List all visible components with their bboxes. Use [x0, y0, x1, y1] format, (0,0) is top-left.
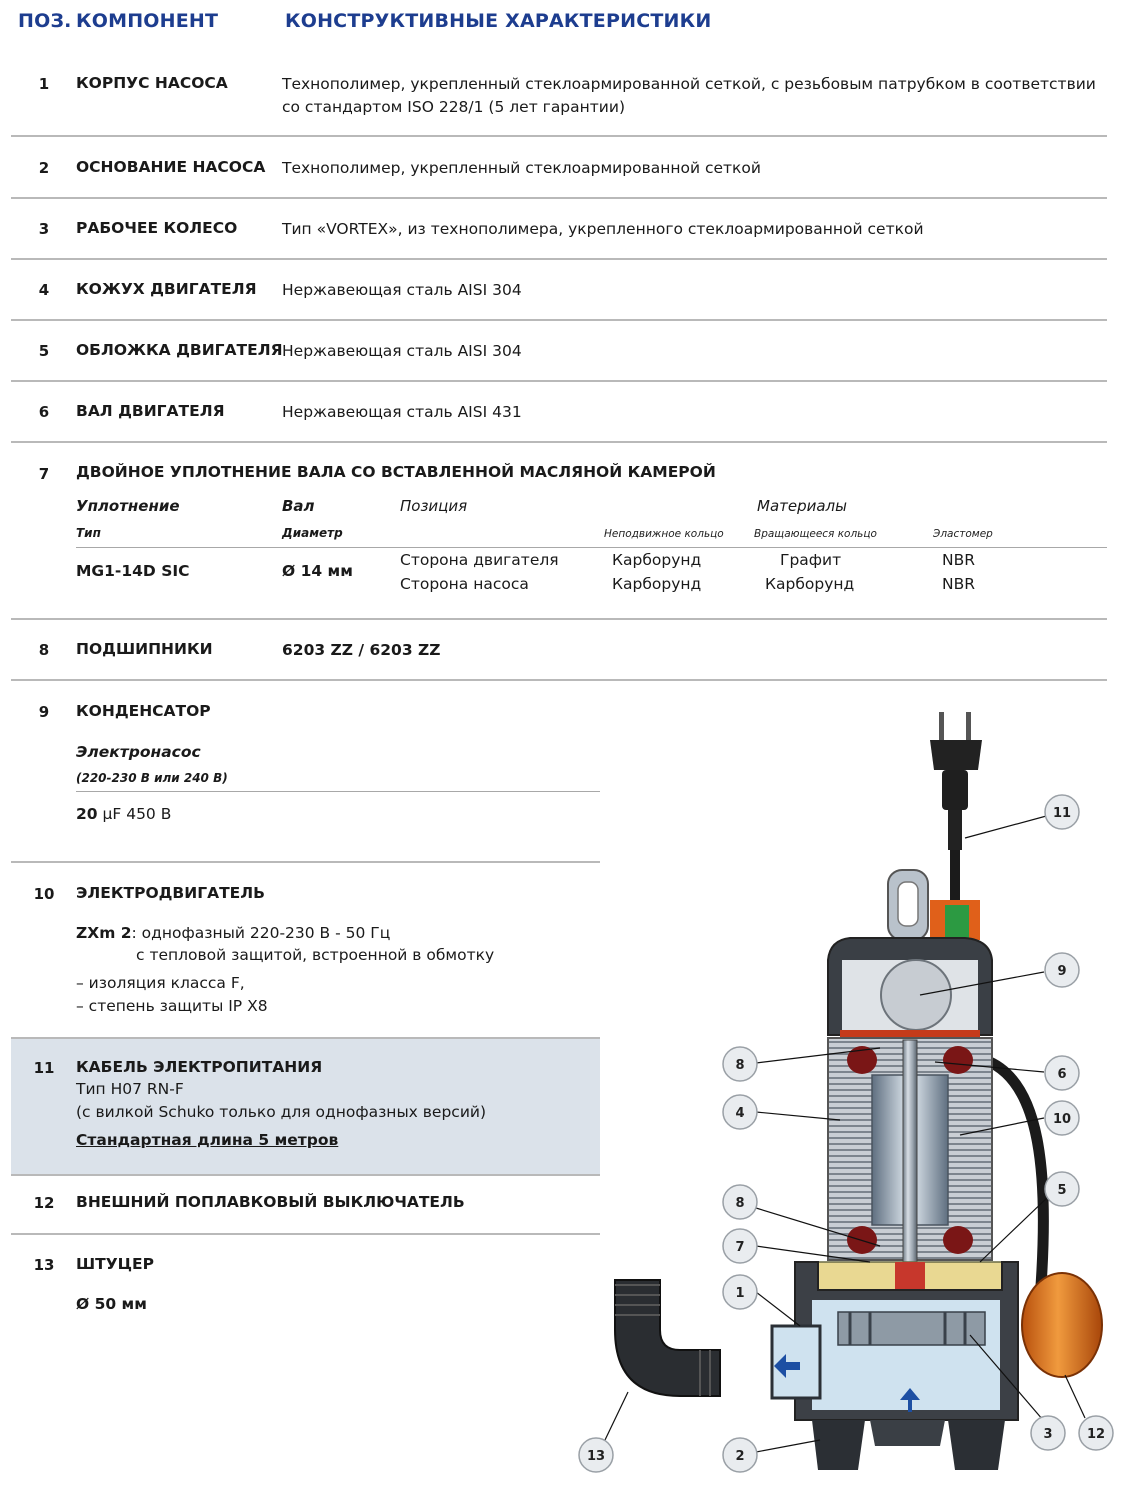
- svg-text:6: 6: [1057, 1067, 1067, 1082]
- row-2-name: ОСНОВАНИЕ НАСОСА: [76, 158, 266, 176]
- callout-6: [1045, 1056, 1079, 1090]
- seal-col-type: Тип: [76, 526, 101, 540]
- callout-8-bottom: [723, 1185, 757, 1219]
- seal-col-diam: Диаметр: [282, 526, 343, 540]
- seal-rotating-2: Карборунд: [765, 575, 855, 593]
- svg-text:8: 8: [735, 1058, 745, 1073]
- row-6-name: ВАЛ ДВИГАТЕЛЯ: [76, 402, 225, 420]
- row-4-name: КОЖУХ ДВИГАТЕЛЯ: [76, 280, 257, 298]
- motor-line1: ZXm 2: однофазный 220-230 В - 50 Гц: [76, 924, 391, 942]
- motor-bullet2: – степень защиты IP X8: [76, 997, 268, 1015]
- row-11-name: КАБЕЛЬ ЭЛЕКТРОПИТАНИЯ: [76, 1058, 323, 1076]
- callout-8-top: [723, 1047, 757, 1081]
- row-7-name: ДВОЙНОЕ УПЛОТНЕНИЕ ВАЛА СО ВСТАВЛЕННОЙ МАСЛЯНОЙ КАМЕРОЙ: [76, 463, 716, 481]
- callout-10: [1045, 1101, 1079, 1135]
- seal-elastomer-1: NBR: [942, 551, 975, 569]
- svg-text:8: 8: [735, 1196, 745, 1211]
- callout-1: [723, 1275, 757, 1309]
- callout-2: [723, 1438, 757, 1472]
- callout-3: [1031, 1416, 1065, 1450]
- svg-text:3: 3: [1043, 1427, 1053, 1442]
- cable-line1: Тип H07 RN-F: [76, 1080, 184, 1098]
- seal-col-rotating: Вращающееся кольцо: [754, 528, 877, 540]
- callout-12: [1079, 1416, 1113, 1450]
- row-5-num: 5: [38, 342, 50, 360]
- float-switch-icon: [1022, 1273, 1102, 1377]
- row-4-desc: Нержавеющая сталь AISI 304: [282, 281, 522, 299]
- motor-line2: с тепловой защитой, встроенной в обмотку: [136, 946, 495, 964]
- seal-type-value: MG1-14D SIC: [76, 562, 190, 580]
- svg-text:1: 1: [735, 1286, 745, 1301]
- capacitor-value: 20 μF 450 В: [76, 805, 172, 823]
- row-12-name: ВНЕШНИЙ ПОПЛАВКОВЫЙ ВЫКЛЮЧАТЕЛЬ: [76, 1193, 465, 1211]
- row-6-num: 6: [38, 403, 50, 421]
- row-1-desc1: Технополимер, укрепленный стеклоармированной сеткой, с резьбовым патрубком в соответствии: [282, 75, 1096, 93]
- elbow-fitting-icon: [615, 1280, 720, 1396]
- callout-4: [723, 1095, 757, 1129]
- svg-text:4: 4: [735, 1106, 745, 1121]
- seal-position-1: Сторона двигателя: [400, 551, 559, 569]
- svg-text:5: 5: [1057, 1183, 1067, 1198]
- row-8-desc: 6203 ZZ / 6203 ZZ: [282, 641, 441, 659]
- row-11-num: 11: [33, 1059, 55, 1077]
- capacitor-voltage: (220-230 В или 240 В): [76, 771, 228, 785]
- svg-text:13: 13: [586, 1449, 606, 1464]
- header-component: КОМПОНЕНТ: [76, 10, 219, 32]
- row-10-name: ЭЛЕКТРОДВИГАТЕЛЬ: [76, 884, 265, 902]
- seal-position-2: Сторона насоса: [400, 575, 529, 593]
- seal-col-fixed: Неподвижное кольцо: [604, 528, 724, 540]
- row-3-name: РАБОЧЕЕ КОЛЕСО: [76, 219, 238, 237]
- seal-fixed-1: Карборунд: [612, 551, 702, 569]
- row-1-name: КОРПУС НАСОСА: [76, 74, 228, 92]
- header-characteristics: КОНСТРУКТИВНЫЕ ХАРАКТЕРИСТИКИ: [285, 10, 712, 32]
- svg-text:2: 2: [735, 1449, 745, 1464]
- row-12-num: 12: [33, 1194, 55, 1212]
- callout-9: [1045, 953, 1079, 987]
- row-3-desc: Тип «VORTEX», из технополимера, укрепленного стеклоармированной сеткой: [282, 220, 924, 238]
- seal-col-materials: Материалы: [757, 497, 847, 515]
- row-10-num: 10: [33, 885, 55, 903]
- seal-elastomer-2: NBR: [942, 575, 975, 593]
- svg-text:7: 7: [735, 1240, 745, 1255]
- callout-11: [1045, 795, 1079, 829]
- row-13-name: ШТУЦЕР: [76, 1255, 154, 1273]
- callout-7: [723, 1229, 757, 1263]
- row-1-num: 1: [38, 75, 50, 93]
- seal-col-elastomer: Эластомер: [933, 528, 993, 540]
- row-9-name: КОНДЕНСАТОР: [76, 702, 211, 720]
- capacitor-sub: Электронасос: [76, 743, 201, 761]
- row-5-desc: Нержавеющая сталь AISI 304: [282, 342, 522, 360]
- motor-bullet1: – изоляция класса F,: [76, 974, 245, 992]
- row-2-num: 2: [38, 159, 50, 177]
- seal-col-position: Позиция: [400, 497, 468, 515]
- row-13-desc: Ø 50 мм: [76, 1295, 147, 1313]
- row-7-num: 7: [38, 465, 50, 483]
- callout-5: [1045, 1172, 1079, 1206]
- row-13-num: 13: [33, 1256, 55, 1274]
- row-3-num: 3: [38, 220, 50, 238]
- row-8-name: ПОДШИПНИКИ: [76, 640, 213, 658]
- seal-diam-value: Ø 14 мм: [282, 562, 353, 580]
- header-pos: ПОЗ.: [18, 10, 72, 32]
- svg-text:11: 11: [1052, 806, 1072, 821]
- cable-line3: Стандартная длина 5 метров: [76, 1131, 339, 1149]
- svg-text:9: 9: [1057, 964, 1067, 979]
- seal-fixed-2: Карборунд: [612, 575, 702, 593]
- callout-13: [579, 1438, 613, 1472]
- seal-col-seal: Уплотнение: [76, 497, 180, 515]
- schuko-plug-icon: [930, 712, 982, 850]
- svg-text:10: 10: [1052, 1112, 1072, 1127]
- row-6-desc: Нержавеющая сталь AISI 431: [282, 403, 522, 421]
- row-2-desc: Технополимер, укрепленный стеклоармированной сеткой: [282, 159, 761, 177]
- cable-line2: (с вилкой Schuko только для однофазных версий): [76, 1103, 487, 1121]
- row-9-num: 9: [38, 703, 50, 721]
- row-5-name: ОБЛОЖКА ДВИГАТЕЛЯ: [76, 341, 283, 359]
- row-8-num: 8: [38, 641, 50, 659]
- row-1-desc2: со стандартом ISO 228/1 (5 лет гарантии): [282, 98, 626, 116]
- seal-col-shaft: Вал: [282, 497, 315, 515]
- svg-text:12: 12: [1086, 1427, 1106, 1442]
- seal-rotating-1: Графит: [780, 551, 842, 569]
- row-4-num: 4: [38, 281, 50, 299]
